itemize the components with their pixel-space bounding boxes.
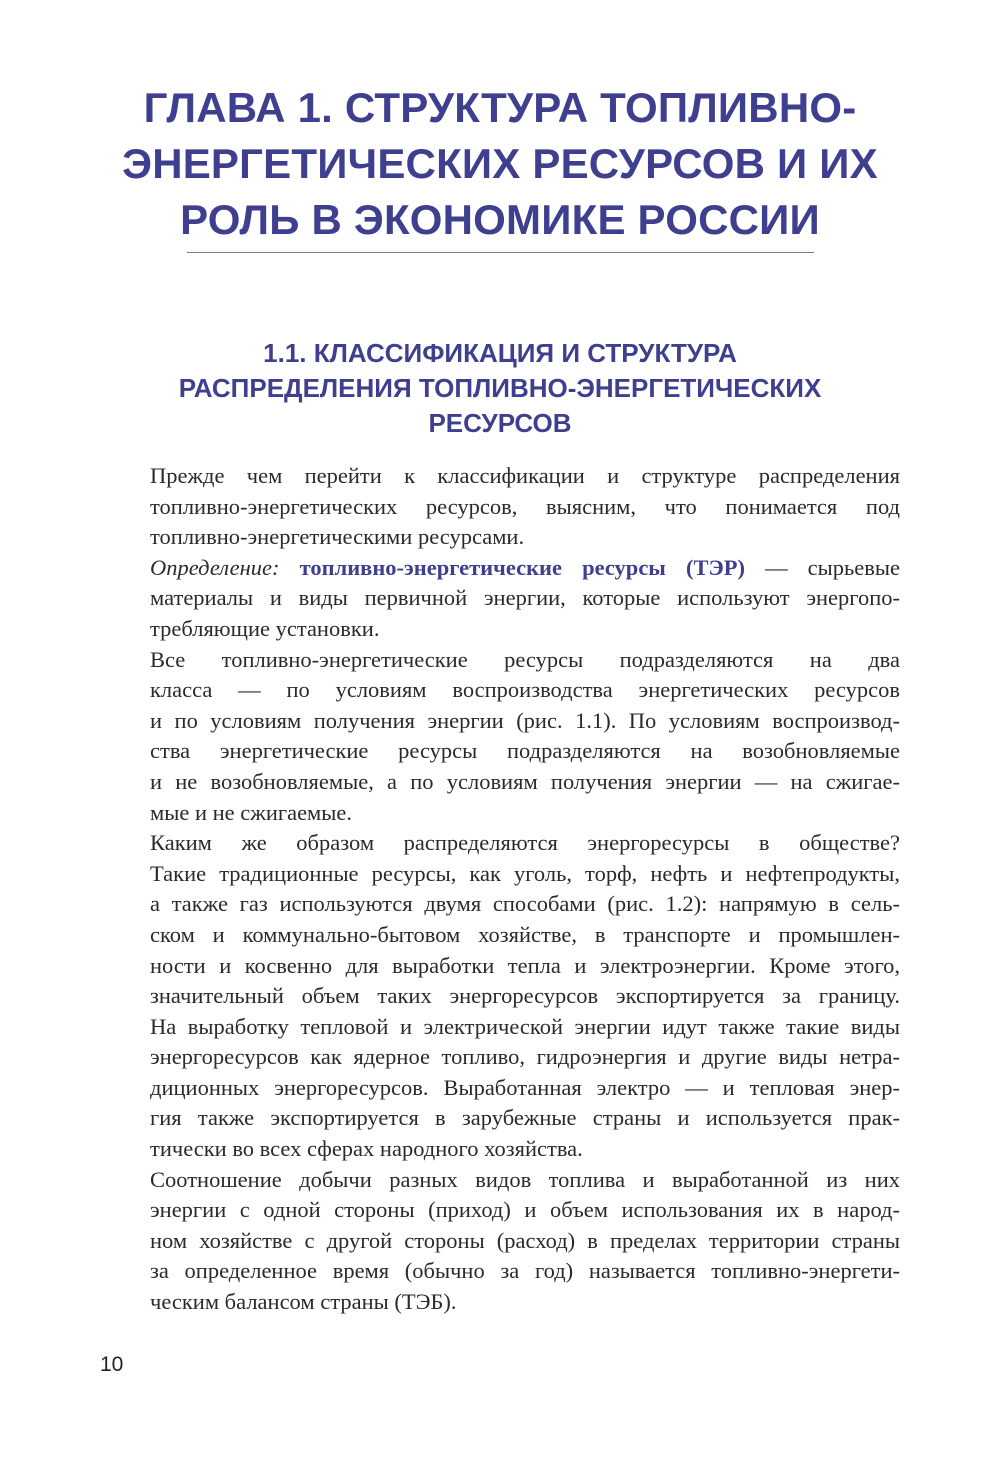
definition-text: — сырьевые xyxy=(744,554,901,580)
text-line: диционных энергоресурсов. Выработанная электро — и тепловая энер- xyxy=(150,1074,900,1100)
text-line: ческим балансом страны (ТЭБ). xyxy=(150,1289,457,1315)
paragraph-classes xyxy=(102,645,900,829)
text-line: ском и коммунально-бытовом хозяйстве, в транспорте и промышлен- xyxy=(150,921,900,947)
text-line xyxy=(102,553,900,584)
text-line: за определенное время (обычно за год) называется топливно-энергети- xyxy=(150,1258,900,1284)
text-line: ства энергетические ресурсы подразделяются на возобновляемые xyxy=(150,738,900,764)
text-line: топливно-энергетическими ресурсами. xyxy=(150,524,525,550)
text-line: Прежде чем перейти к классификации и структуре распределения xyxy=(150,463,900,488)
text-line: Все топливно-энергетические ресурсы подразделяются на два xyxy=(150,646,900,672)
text-line: На выработку тепловой и электрической энергии идут также такие виды xyxy=(150,1013,900,1039)
text-line: ности и косвенно для выработки тепла и электроэнергии. Кроме этого, xyxy=(150,952,900,978)
section-title-line: РАСПРЕДЕЛЕНИЯ ТОПЛИВНО-ЭНЕРГЕТИЧЕСКИХ xyxy=(178,373,822,403)
section-title-line: 1.1. КЛАССИФИКАЦИЯ И СТРУКТУРА xyxy=(263,338,737,368)
text-line: ном хозяйстве с другой стороны (расход) в пределах территории страны xyxy=(150,1227,900,1253)
section-title xyxy=(100,336,900,441)
text-line: материалы и виды первичной энергии, которые используют энергопо- xyxy=(150,585,900,611)
paragraph-intro xyxy=(102,461,900,553)
paragraph-balance xyxy=(102,1165,900,1318)
text-line: тически во всех сферах народного хозяйства. xyxy=(150,1136,583,1162)
chapter-title-line: РОЛЬ В ЭКОНОМИКЕ РОССИИ xyxy=(180,196,820,243)
text-line: и по условиям получения энергии (рис. 1.1). По условиям воспроизвод- xyxy=(150,707,900,733)
paragraph-distribution xyxy=(102,828,900,1165)
text-line: гия также экспортируется в зарубежные страны и используется прак- xyxy=(150,1105,900,1131)
text-line: Такие традиционные ресурсы, как уголь, торф, нефть и нефтепродукты, xyxy=(150,860,900,886)
text-line: требляющие установки. xyxy=(150,615,380,641)
text-line: мые и не сжигаемые. xyxy=(150,799,353,825)
text-line: топливно-энергетических ресурсов, выясним, что понимается под xyxy=(150,493,900,519)
text-line: энергоресурсов как ядерное топливо, гидроэнергия и другие виды нетра- xyxy=(150,1044,900,1070)
body-text xyxy=(102,461,900,1318)
title-divider xyxy=(187,252,814,253)
definition-term: топливно-энергетические ресурсы (ТЭР) xyxy=(299,554,745,580)
text-line: и не возобновляемые, а по условиям получения энергии — на сжигае- xyxy=(150,768,900,794)
text-line: Соотношение добычи разных видов топлива и выработанной из них xyxy=(150,1166,900,1192)
paragraph-definition xyxy=(102,553,900,645)
text-line: значительный объем таких энергоресурсов экспортируется за границу. xyxy=(150,983,900,1009)
section-title-line: РЕСУРСОВ xyxy=(428,408,572,438)
chapter-title-line: ЭНЕРГЕТИЧЕСКИХ РЕСУРСОВ И ИХ xyxy=(122,140,878,187)
chapter-title xyxy=(100,80,900,248)
text-line: класса — по условиям воспроизводства энергетических ресурсов xyxy=(150,677,900,703)
chapter-title-line: ГЛАВА 1. СТРУКТУРА ТОПЛИВНО- xyxy=(143,84,857,131)
text-line: Каким же образом распределяются энергоресурсы в обществе? xyxy=(150,830,900,856)
definition-label: Определение: xyxy=(150,554,280,580)
text-line: энергии с одной стороны (приход) и объем использования их в народ- xyxy=(150,1197,900,1223)
page-number: 10 xyxy=(100,1353,124,1376)
text-line: а также газ используются двумя способами (рис. 1.2): напрямую в сель- xyxy=(150,891,900,917)
